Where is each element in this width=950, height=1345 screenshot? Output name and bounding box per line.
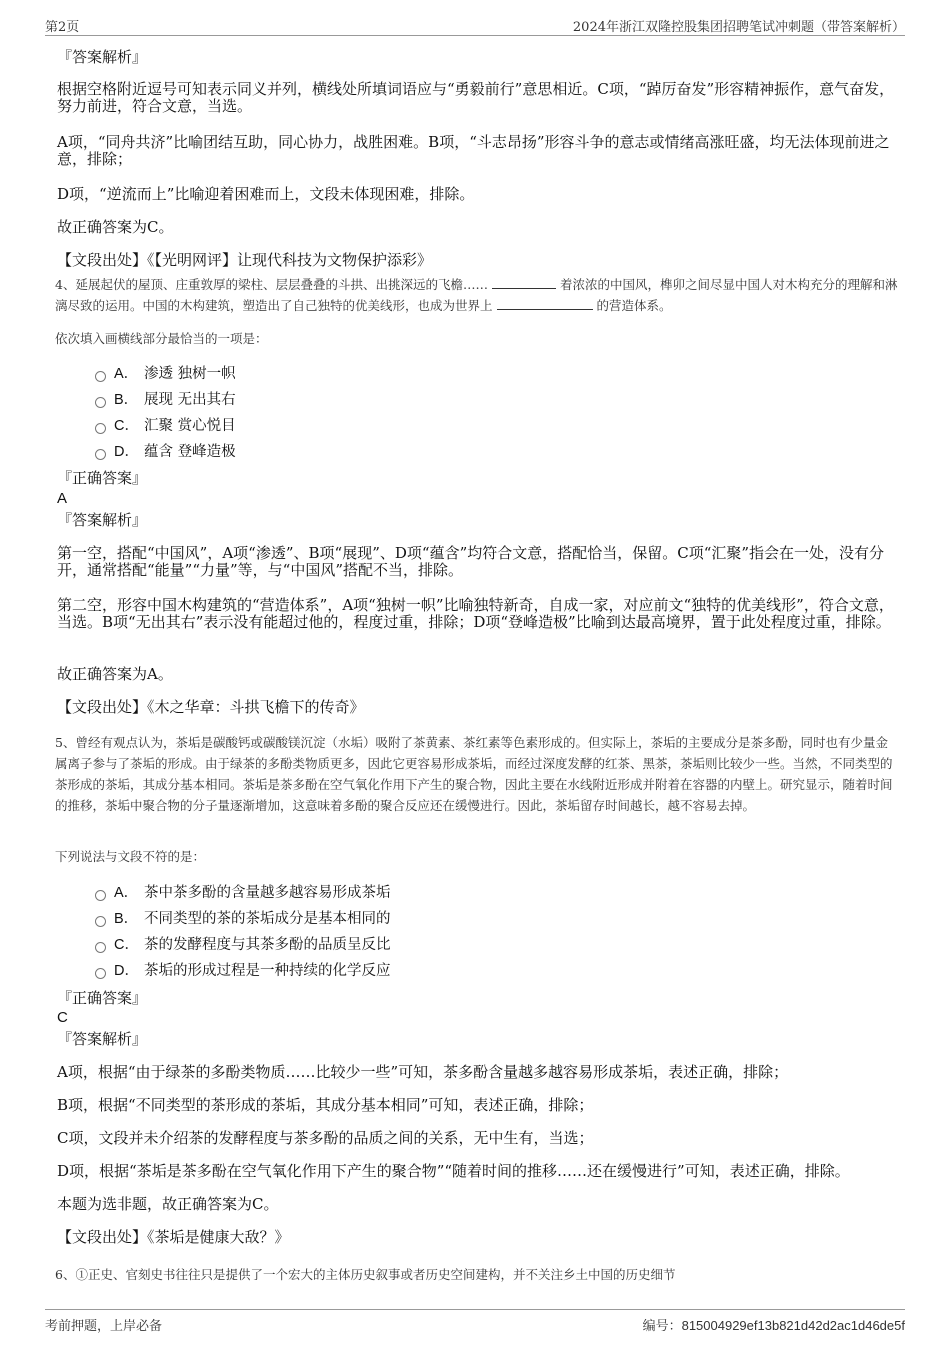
page-header [45,14,905,36]
radio-icon[interactable] [95,968,106,979]
q5-source: 【文段出处】《茶垢是健康大敌？》 [57,1228,290,1246]
q4-option-b[interactable]: B． 展现 无出其右 [95,390,236,410]
document-title: 2024年浙江双隆控股集团招聘笔试冲刺题（带答案解析） [572,20,905,35]
q4-correct-answer: A [57,490,68,507]
radio-icon[interactable] [95,916,106,927]
q3-analysis-p1: 根据空格附近逗号可知表示同义并列，横线处所填词语应与“勇毅前行”意思相近。C项，“踔厉奋发”形容精神振作，意气奋发，努力前进，符合文意，当选。 [57,80,895,115]
q4-conclusion: 故正确答案为A。 [57,665,173,683]
q4-analysis-p2: 第二空，形容中国木构建筑的“营造体系”，A项“独树一帜”比喻独特新奇，自成一家，对应前文“独特的优美线形”，符合文意，当选。B项“无出其右”表示没有能超过他的，程度过重，排除；D项“登峰造极”比喻到达最高境界，置于此处程度过重，排除。 [57,596,894,631]
code-value: 815004929ef13b821d42d2ac1d46de5f [681,1318,905,1333]
q4-prompt: 依次填入画横线部分最恰当的一项是： [55,331,268,346]
radio-icon[interactable] [95,942,106,953]
q5-analysis-c: C项，文段并未介绍茶的发酵程度与茶多酚的品质之间的关系，无中生有，当选； [57,1129,594,1147]
q5-option-c[interactable]: C． 茶的发酵程度与其茶多酚的品质呈反比 [95,935,391,955]
q4-stem: 4、延展起伏的屋顶、庄重敦厚的梁柱、层层叠叠的斗拱、出挑深远的飞檐…… 着浓浓的中国风，榫卯之间尽显中国人对木构充分的理解和淋漓尽致的运用。中国的木构建筑，塑造出了自己独特的优美线形，也成为世界上 的营造体系。 [55,277,898,313]
q5-correct-title: 『正确答案』 [57,989,148,1007]
q5-conclusion: 本题为选非题，故正确答案为C。 [57,1195,279,1213]
q5-stem: 5、曾经有观点认为，茶垢是碳酸钙或碳酸镁沉淀（水垢）吸附了茶黄素、茶红素等色素形成的。但实际上，茶垢的主要成分是茶多酚，同时也有少量金属离子参与了茶垢的形成。由于绿茶的多酚类物质更多，因此它更容易形成茶垢，而经过深度发酵的红茶、黑茶，茶垢则比较少一些。当然，不同类型的茶形成的茶垢，其成分基本相同。茶垢是茶多酚在空气氧化作用下产生的聚合物，因此主要在水线附近形成并附着在容器的内壁上。研究显示，随着时间的推移，茶垢中聚合物的分子量逐渐增加，这意味着多酚的聚合反应还在缓慢进行。因此，茶垢留存时间越长，越不容易去掉。 [55,735,893,813]
q3-conclusion: 故正确答案为C。 [57,218,174,236]
q3-analysis-title: 『答案解析』 [57,48,148,66]
footer-slogan: 考前押题，上岸必备 [45,1319,163,1334]
q4-option-c[interactable]: C． 汇聚 赏心悦目 [95,416,236,436]
q4-blank-2 [497,296,593,310]
radio-icon[interactable] [95,397,106,408]
radio-icon[interactable] [95,449,106,460]
q4-blank-1 [492,275,556,289]
q5-option-b[interactable]: B． 不同类型的茶的茶垢成分是基本相同的 [95,909,391,929]
page-number: 第2页 [45,20,80,35]
q4-analysis-p1: 第一空，搭配“中国风”，A项“渗透”、B项“展现”、D项“蕴含”均符合文意，搭配恰当，保留。C项“汇聚”指会在一处，没有分开，通常搭配“能量”“力量”等，与“中国风”搭配不当，排除。 [57,544,885,579]
q5-analysis-a: A项，根据“由于绿茶的多酚类物质……比较少一些”可知，茶多酚含量越多越容易形成茶垢，表述正确，排除； [57,1063,789,1081]
q5-analysis-b: B项，根据“不同类型的茶形成的茶垢，其成分基本相同”可知，表述正确，排除； [57,1096,594,1114]
q5-correct-answer: C [57,1009,68,1026]
q5-analysis-d: D项，根据“茶垢是茶多酚在空气氧化作用下产生的聚合物”“随着时间的推移……还在缓慢进行”可知，表述正确，排除。 [57,1162,850,1180]
q5-option-a[interactable]: A． 茶中茶多酚的含量越多越容易形成茶垢 [95,883,391,903]
q4-analysis-title: 『答案解析』 [57,511,148,529]
q4-option-a[interactable]: A． 渗透 独树一帜 [95,364,236,384]
q4-source: 【文段出处】《木之华章：斗拱飞檐下的传奇》 [57,698,365,716]
page-footer [45,1309,905,1337]
q3-analysis-p3: D项，“逆流而上”比喻迎着困难而上，文段未体现困难，排除。 [57,185,475,203]
q3-analysis-p2: A项，“同舟共济”比喻团结互助，同心协力，战胜困难。B项，“斗志昂扬”形容斗争的意志或情绪高涨旺盛，均无法体现前进之意，排除； [57,133,890,168]
q5-prompt: 下列说法与文段不符的是： [55,849,206,864]
radio-icon[interactable] [95,371,106,382]
q3-source: 【文段出处】《【光明网评】让现代科技为文物保护添彩》 [57,251,433,269]
radio-icon[interactable] [95,423,106,434]
q4-option-d[interactable]: D． 蕴含 登峰造极 [95,442,236,462]
q4-correct-title: 『正确答案』 [57,469,148,487]
q5-option-d[interactable]: D． 茶垢的形成过程是一种持续的化学反应 [95,961,391,981]
q6-stem: 6、①正史、官刻史书往往只是提供了一个宏大的主体历史叙事或者历史空间建构，并不关注乡土中国的历史细节 [55,1267,676,1282]
code-label: 编号： [642,1318,682,1333]
radio-icon[interactable] [95,890,106,901]
document-code [643,1315,905,1334]
q5-analysis-title: 『答案解析』 [57,1030,148,1048]
